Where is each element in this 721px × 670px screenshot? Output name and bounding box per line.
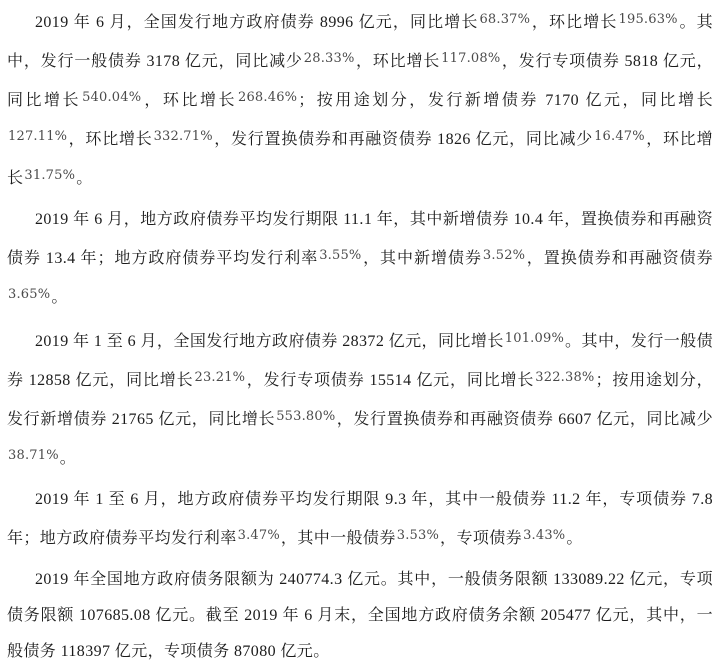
text-run: ，置换债券和再融资债券 bbox=[526, 250, 713, 267]
percent-value: 3.53% bbox=[396, 528, 440, 543]
text-run: 。其中，发行一般债券 3178 亿元，同比减少 bbox=[7, 14, 713, 70]
text-run: 2019 年 1 至 6 月，地方政府债券平均发行期限 9.3 年，其中一般债券 11.2 年，专项债券 7.8 年；地方政府债券平均发行利率 bbox=[7, 491, 713, 547]
text-run: ，发行专项债券 5818 亿元，同比增长 bbox=[7, 53, 713, 109]
percent-value: 540.04% bbox=[82, 90, 142, 105]
percent-value: 3.43% bbox=[523, 528, 566, 543]
text-run: 。 bbox=[59, 450, 77, 467]
percent-value: 268.46% bbox=[237, 90, 298, 105]
percent-value: 31.75% bbox=[24, 168, 76, 183]
paragraph bbox=[7, 2, 713, 197]
text-run: ，发行置换债券和再融资债券 6607 亿元，同比减少 bbox=[336, 411, 713, 428]
percent-value: 3.52% bbox=[482, 248, 526, 263]
percent-value: 332.71% bbox=[153, 129, 213, 144]
text-run: 2019 年 6 月，全国发行地方政府债券 8996 亿元，同比增长 bbox=[35, 14, 479, 31]
text-run: 。 bbox=[566, 530, 583, 547]
text-run: ，环比增长 bbox=[142, 92, 237, 109]
text-run: ，环比增长 bbox=[68, 131, 153, 148]
paragraph bbox=[7, 202, 713, 316]
text-run: ，环比增长 bbox=[355, 53, 441, 70]
percent-value: 127.11% bbox=[8, 129, 68, 144]
text-run: 。 bbox=[51, 289, 68, 306]
percent-value: 3.47% bbox=[237, 528, 280, 543]
percent-value: 28.33% bbox=[303, 51, 355, 66]
text-run: 。其中，发行一般债券 12858 亿元，同比增长 bbox=[7, 333, 713, 389]
text-run: ，其中新增债券 bbox=[362, 250, 482, 267]
text-run: ，环比增长 bbox=[7, 131, 713, 187]
text-run: 2019 年全国地方政府债务限额为 240774.3 亿元。其中，一般债务限额 133089.22 亿元，专项债务限额 107685.08 亿元。截至 2019 年 6 月末，全国地方政府债务余额 205477 亿元，其中，一般债务 118397 亿元，专项债务 87080 亿元。 bbox=[7, 571, 713, 660]
percent-value: 553.80% bbox=[276, 409, 336, 424]
percent-value: 16.47% bbox=[594, 129, 645, 144]
text-run: ，其中一般债券 bbox=[280, 530, 396, 547]
text-run: 。 bbox=[76, 170, 93, 187]
text-run: ，发行专项债券 15514 亿元，同比增长 bbox=[246, 372, 535, 389]
paragraph bbox=[7, 482, 713, 557]
text-run: ；按用途划分，发行新增债券 21765 亿元，同比增长 bbox=[7, 372, 713, 428]
text-run: 2019 年 6 月，地方政府债券平均发行期限 11.1 年，其中新增债券 10.4 年，置换债券和再融资债券 13.4 年；地方政府债券平均发行利率 bbox=[7, 211, 713, 267]
paragraph bbox=[7, 562, 713, 670]
percent-value: 3.65% bbox=[8, 287, 51, 302]
text-run: ，发行置换债券和再融资债券 1826 亿元，同比减少 bbox=[213, 131, 594, 148]
percent-value: 68.37% bbox=[479, 12, 531, 27]
text-run: ，专项债券 bbox=[440, 530, 523, 547]
percent-value: 322.38% bbox=[535, 370, 595, 385]
percent-value: 3.55% bbox=[319, 248, 362, 263]
percent-value: 38.71% bbox=[8, 448, 59, 463]
text-run: 2019 年 1 至 6 月，全国发行地方政府债券 28372 亿元，同比增长 bbox=[35, 333, 504, 350]
text-run: ，环比增长 bbox=[531, 14, 618, 31]
percent-value: 117.08% bbox=[441, 51, 501, 66]
text-run: ；按用途划分，发行新增债券 7170 亿元，同比增长 bbox=[298, 92, 713, 109]
paragraph-container bbox=[7, 2, 713, 670]
percent-value: 23.21% bbox=[194, 370, 246, 385]
paragraph bbox=[7, 321, 713, 477]
percent-value: 195.63% bbox=[618, 12, 678, 27]
percent-value: 101.09% bbox=[504, 331, 565, 346]
